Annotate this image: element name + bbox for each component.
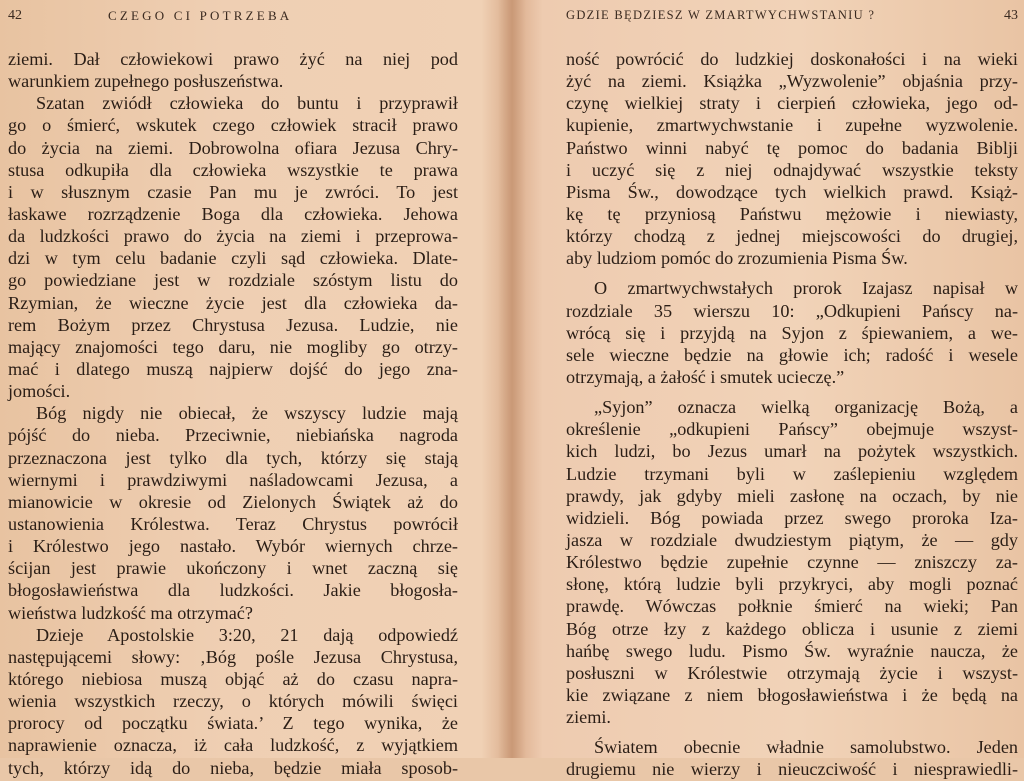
text-line: rozdziale 35 wierszu 10: „Odkupieni Pańscy na- — [566, 300, 1018, 321]
text-line: O zmartwychwstałych prorok Izajasz napisał w — [594, 278, 1018, 299]
text-line: prorocy od początku świata.’ Z tego wynika, że — [8, 713, 458, 734]
text-line: ziemi. — [566, 707, 611, 728]
text-line: którzy chodzą z jednej miejscowości do drugiej, — [566, 226, 1018, 247]
text-line: kie związane z niem błogosławieństwa i że będą na — [566, 684, 1018, 705]
text-line: kę tę przyniosą Państwu mężowie i niewiasty, — [566, 203, 1018, 224]
text-line: mianowicie w okresie od Zielonych Świątek aż do — [8, 491, 458, 512]
text-line: otrzymają, a żałość i smutek ucieczę.” — [566, 366, 845, 387]
text-line: mać i dlatego muszą najpierw dojść do jego zna- — [8, 358, 458, 379]
left-running-title: CZEGO CI POTRZEBA — [108, 8, 293, 23]
text-line: hańbę swego ludu. Pismo Św. wyraźnie naucza, że — [566, 640, 1018, 661]
text-line: jomości. — [8, 381, 71, 402]
text-line: Dzieje Apostolskie 3:20, 21 dają odpowiedź — [36, 624, 458, 645]
text-line: słonę, którą ludzie byli przykryci, aby mogli poznać — [566, 574, 1018, 595]
text-line: jasza w rozdziale dwudziestym piątym, że — gdy — [566, 529, 1018, 550]
text-line: wienia wszystkich rzeczy, o których mówili święci — [8, 691, 458, 712]
right-page-header — [566, 8, 1018, 28]
text-line: tych, którzy idą do nieba, będzie miała sposob- — [8, 757, 458, 778]
text-line: dzi w tym celu badanie czyli sąd człowieka. Dlate- — [8, 248, 458, 269]
text-line: prawdy, jak gdyby mieli zasłonę na oczach, by nie — [566, 485, 1018, 506]
text-line: przeznaczona jest tylko dla tych, którzy się stają — [8, 447, 458, 468]
text-line: wieństwa ludzkość ma otrzymać? — [8, 602, 253, 623]
text-line: Ludzie trzymani byli w zaślepieniu względem — [566, 463, 1018, 484]
text-line: Rzymian, że wieczne życie jest dla człowieka da- — [8, 292, 458, 313]
text-line: stusa odkupiła dla człowieka wszystkie te prawa — [8, 159, 458, 180]
text-line: kupienie, zmartwychwstanie i zupełne wyzwolenie. — [566, 115, 1018, 136]
text-line: Królestwo będzie zupełnie czynne — zniszczy za- — [566, 552, 1018, 573]
right-page-body — [566, 48, 1018, 781]
text-line: żyć na ziemi. Książka „Wyzwolenie” objaśnia przy- — [566, 71, 1018, 92]
text-line: ność powrócić do ludzkiej doskonałości i na wieki — [566, 49, 1018, 69]
text-line: posłuszni w Królestwie otrzymają życie i wszyst- — [566, 662, 1018, 683]
text-line: da ludzkości prawo do życia na ziemi i przeprowa- — [8, 226, 458, 247]
text-line: Bóg otrze łzy z każdego oblicza i usunie z ziemi — [566, 618, 1018, 639]
text-line: łaskawe rozrządzenie Boga dla człowieka. Jehowa — [8, 203, 458, 224]
text-line: go o śmierć, wskutek czego człowiek stracił prawo — [8, 115, 458, 136]
right-page-number: 43 — [1004, 8, 1018, 23]
left-page — [8, 0, 458, 778]
left-page-header — [8, 8, 458, 28]
text-line: ścijan jest prawie ukończony i wnet zaczną się — [8, 558, 458, 579]
text-line: Światem obecnie władnie samolubstwo. Jeden — [594, 737, 1018, 758]
text-line: kich ludzi, bo Jezus umarł na pożytek wszystkich. — [566, 441, 1018, 462]
text-line: naprawienie oznacza, iż cała ludzkość, z wyjątkiem — [8, 735, 458, 756]
text-line: Szatan zwiódł człowieka do buntu i przyprawił — [36, 93, 458, 114]
text-line: czynę wielkiej straty i cierpień człowieka, jego od- — [566, 93, 1018, 114]
book-gutter — [498, 0, 526, 758]
text-line: ziemi. Dał człowiekowi prawo żyć na niej pod — [8, 49, 458, 69]
text-line: następującemi słowy: ‚Bóg pośle Jezusa Chrystusa, — [8, 646, 458, 667]
left-page-number: 42 — [8, 8, 22, 23]
text-line: i uczyć się z niej odnajdywać wszystkie teksty — [566, 159, 1018, 180]
text-line: którego niebiosa muszą objąć aż do czasu napra- — [8, 668, 458, 689]
text-line: pójść do nieba. Przeciwnie, niebiańska nagroda — [8, 425, 458, 446]
text-line: „Syjon” oznacza wielką organizację Bożą, a — [594, 397, 1018, 418]
text-line: rem Bożym przez Chrystusa Jezusa. Ludzie, nie — [8, 314, 458, 335]
text-line: do życia na ziemi. Dobrowolna ofiara Jezusa Chry- — [8, 137, 458, 158]
text-line: go powiedziane jest w rozdziale szóstym listu do — [8, 270, 458, 291]
text-line: drugiemu nie wierzy i nieuczciwość i niesprawiedli- — [566, 759, 1018, 780]
text-line: mający znajomości tego daru, nie mogliby go otrzy- — [8, 336, 458, 357]
text-line: ustanowienia Królestwa. Teraz Chrystus powrócił — [8, 513, 458, 534]
text-line: wiernymi i prawdziwymi naśladowcami Jezusa, a — [8, 469, 458, 490]
text-line: sele wieczne będzie na głowie ich; radość i wesele — [566, 344, 1018, 365]
text-line: widzieli. Bóg powiada przez swego proroka Iza- — [566, 507, 1018, 528]
text-line: prawdę. Wówczas połknie śmierć na wieki; Pan — [566, 596, 1018, 617]
text-line: i w słusznym czasie Pan mu je zwróci. To jest — [8, 181, 458, 202]
text-line: określenie „odkupieni Pańscy” obejmuje wszyst- — [566, 419, 1018, 440]
text-line: aby ludziom pomóc do zrozumienia Pisma Św. — [566, 248, 908, 269]
text-line: błogosławieństwa dla ludzkości. Jakie błogosła- — [8, 580, 458, 601]
text-line: warunkiem zupełnego posłuszeństwa. — [8, 71, 284, 92]
text-line: Pisma Św., dowodzące tych wielkich prawd. Książ- — [566, 181, 1018, 202]
text-line: i Królestwo jego nastało. Wybór wiernych chrze- — [8, 536, 458, 557]
text-line: Bóg nigdy nie obiecał, że wszyscy ludzie mają — [36, 403, 458, 424]
right-running-title: GDZIE BĘDZIESZ W ZMARTWYCHWSTANIU ? — [566, 8, 876, 22]
text-line: Państwo winni nabyć tę pomoc do badania Biblji — [566, 137, 1018, 158]
right-page — [566, 0, 1018, 780]
left-page-body — [8, 48, 458, 779]
text-line: wrócą się i przyjdą na Syjon z śpiewaniem, a we- — [566, 322, 1018, 343]
